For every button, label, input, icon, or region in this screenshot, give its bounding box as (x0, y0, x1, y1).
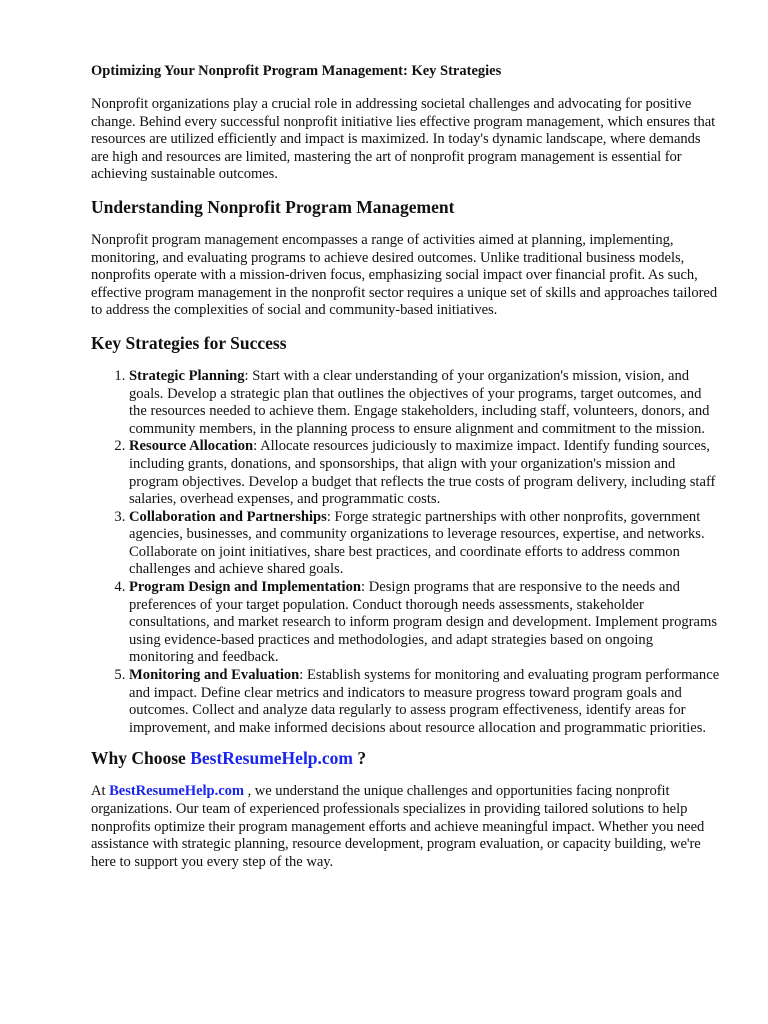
document-title: Optimizing Your Nonprofit Program Management: Key Strategies (91, 63, 502, 79)
intro-paragraph: Nonprofit organizations play a crucial role in addressing societal challenges and advocating for positive change. Behind every successful nonprofit initiative lies effective program management, which ensures that resources are utilized efficiently and impact is maximized. In today's dynamic landscape, where demands are high and resources are limited, mastering the art of nonprofit program management is essential for achieving sustainable outcomes. (91, 96, 716, 183)
strategy-text: : Allocate resources judiciously to maximize impact. Identify funding sources, including grants, donations, and sponsorships, that align with your organization's mission and program objectives. Develop a budget that reflects the true costs of program delivery, including staff salaries, overhead expenses, and programmatic costs. (129, 438, 716, 508)
why-choose-paragraph (91, 783, 720, 871)
strategy-text: : Start with a clear understanding of your organization's mission, vision, and goals. Develop a strategic plan that outlines the objectives of your programs, target outcomes, and the resources needed to achieve them. Engage stakeholders, including staff, volunteers, donors, and community members, in the planning process to ensure alignment and commitment to the mission. (129, 367, 710, 437)
why-choose-prefix: Why Choose (91, 748, 191, 769)
strategy-text: : Design programs that are responsive to the needs and preferences of your target population. Conduct thorough needs assessments, stakeholder consultations, and market research to inform program design and development. Implement programs using evidence-based practices and methodologies, and adapt strategies based on ongoing monitoring and feedback. (129, 579, 718, 666)
strategy-item (129, 667, 720, 737)
strategy-item (129, 368, 720, 438)
strategy-title: Resource Allocation (129, 438, 254, 455)
section-heading-strategies: Key Strategies for Success (91, 332, 287, 353)
why-choose-body: , we understand the unique challenges and opportunities facing nonprofit organizations. Our team of experienced professionals specializes in providing tailored solutions to help nonprofits optimize their program management efforts and achieve meaningful impact. Whether you need assistance with strategic planning, resource development, program evaluation, or capacity building, we're here to support you every step of the way. (91, 783, 705, 870)
strategy-text: : Establish systems for monitoring and evaluating program performance and impact. Define clear metrics and indicators to measure progress toward program goals and outcomes. Collect and analyze data regularly to assess program effectiveness, identify areas for improvement, and make informed decisions about resource allocation and programmatic priorities. (129, 667, 720, 736)
strategy-title: Monitoring and Evaluation (129, 667, 300, 684)
section-heading-why-choose (91, 747, 720, 769)
understanding-paragraph: Nonprofit program management encompasses a range of activities aimed at planning, implementing, monitoring, and evaluating programs to achieve desired outcomes. Unlike traditional business models, nonprofits operate with a mission-driven focus, emphasizing social impact over financial profit. As such, effective program management in the nonprofit sector requires a unique set of skills and approaches tailored to address the complexities of social and community-based initiatives. (91, 231, 718, 319)
strategy-title: Program Design and Implementation (129, 579, 362, 596)
strategy-item (129, 509, 720, 579)
strategy-title: Collaboration and Partnerships (129, 508, 327, 525)
why-choose-lead: At (91, 783, 110, 800)
body-site-link[interactable]: BestResumeHelp.com (109, 783, 244, 800)
heading-site-link[interactable]: BestResumeHelp.com (190, 748, 354, 769)
why-choose-suffix: ? (353, 748, 367, 769)
section-heading-understanding: Understanding Nonprofit Program Management (91, 196, 455, 217)
strategy-item (129, 438, 720, 508)
strategy-text: : Forge strategic partnerships with other nonprofits, government agencies, businesses, and community organizations to leverage resources, expertise, and networks. Collaborate on joint initiatives, share best practices, and coordinate efforts to address common challenges and achieve shared goals. (129, 508, 705, 578)
strategy-title: Strategic Planning (129, 367, 245, 384)
strategy-list (91, 368, 720, 737)
strategy-item (129, 579, 720, 667)
